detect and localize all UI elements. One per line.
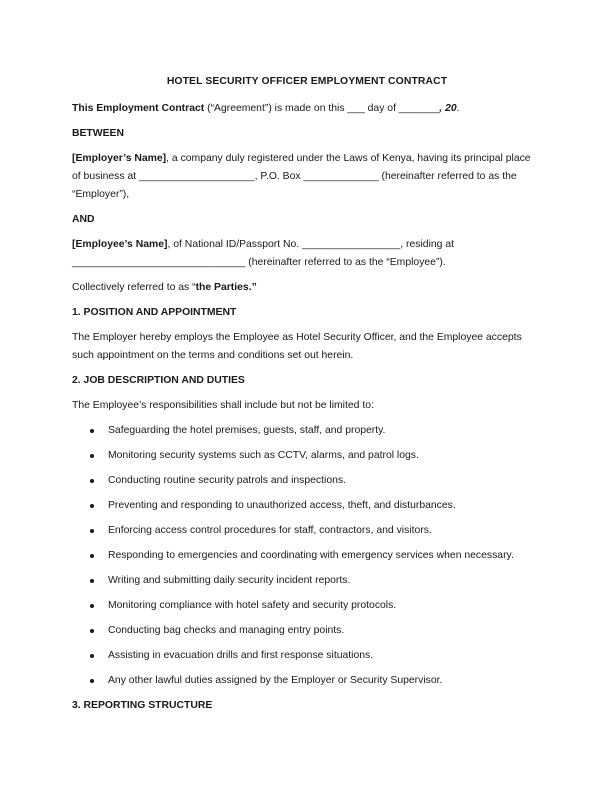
duty-item bbox=[72, 547, 542, 572]
duty-text: Monitoring compliance with hotel safety and security protocols. bbox=[108, 600, 397, 611]
and-label: AND bbox=[72, 214, 95, 225]
duty-item bbox=[72, 522, 542, 547]
section2-intro: The Employee’s responsibilities shall include but not be limited to: bbox=[72, 400, 374, 411]
duty-text: Monitoring security systems such as CCTV, alarms, and patrol logs. bbox=[108, 450, 419, 461]
document-body bbox=[72, 73, 542, 722]
intro-end: . bbox=[456, 103, 460, 114]
parties-paragraph bbox=[72, 279, 542, 297]
bullet-icon bbox=[90, 679, 94, 683]
parties-text: Collectively referred to as “ bbox=[72, 282, 196, 293]
parties-bold: the Parties.” bbox=[195, 282, 257, 293]
section3-heading: 3. REPORTING STRUCTURE bbox=[72, 700, 213, 711]
bullet-icon bbox=[90, 454, 94, 458]
intro-paragraph bbox=[72, 100, 542, 118]
duty-text: Enforcing access control procedures for staff, contractors, and visitors. bbox=[108, 525, 432, 536]
bullet-icon bbox=[90, 579, 94, 583]
intro-year: , 20 bbox=[439, 103, 457, 114]
employee-paragraph bbox=[72, 236, 542, 272]
section2-heading: 2. JOB DESCRIPTION AND DUTIES bbox=[72, 375, 245, 386]
intro-bold-lead: This Employment Contract bbox=[72, 103, 205, 114]
document-title: HOTEL SECURITY OFFICER EMPLOYMENT CONTRACT bbox=[166, 76, 448, 87]
bullet-icon bbox=[90, 554, 94, 558]
duty-text: Safeguarding the hotel premises, guests, staff, and property. bbox=[108, 425, 386, 436]
between-label: BETWEEN bbox=[72, 128, 124, 139]
duties-list bbox=[72, 422, 542, 697]
employee-name: [Employee’s Name] bbox=[72, 239, 168, 250]
duty-text: Assisting in evacuation drills and first response situations. bbox=[108, 650, 374, 661]
bullet-icon bbox=[90, 529, 94, 533]
duty-text: Conducting bag checks and managing entry points. bbox=[108, 625, 345, 636]
duty-item bbox=[72, 647, 542, 672]
section1-heading: 1. POSITION AND APPOINTMENT bbox=[72, 307, 237, 318]
employer-text: , a company duly registered under the Laws of Kenya, having its principal place of business at ____________________, P.O. Box _____________ (hereinafter referred to as the “Employer”), bbox=[72, 153, 531, 200]
bullet-icon bbox=[90, 504, 94, 508]
duty-text: Writing and submitting daily security incident reports. bbox=[108, 575, 351, 586]
employee-text: , of National ID/Passport No. _________________, residing at ______________________________ (hereinafter referred to as the “Employee”). bbox=[72, 239, 454, 268]
intro-text: (“Agreement”) is made on this ___ day of _______ bbox=[204, 103, 440, 114]
bullet-icon bbox=[90, 604, 94, 608]
duty-item bbox=[72, 622, 542, 647]
duty-item bbox=[72, 572, 542, 597]
employer-name: [Employer’s Name] bbox=[72, 153, 167, 164]
bullet-icon bbox=[90, 479, 94, 483]
duty-item bbox=[72, 472, 542, 497]
duty-text: Conducting routine security patrols and inspections. bbox=[108, 475, 346, 486]
duty-item bbox=[72, 597, 542, 622]
duty-item bbox=[72, 497, 542, 522]
bullet-icon bbox=[90, 654, 94, 658]
duty-item bbox=[72, 422, 542, 447]
duty-text: Any other lawful duties assigned by the Employer or Security Supervisor. bbox=[108, 675, 443, 686]
duty-item bbox=[72, 672, 542, 697]
duty-item bbox=[72, 447, 542, 472]
employer-paragraph bbox=[72, 150, 542, 204]
duty-text: Preventing and responding to unauthorized access, theft, and disturbances. bbox=[108, 500, 456, 511]
bullet-icon bbox=[90, 629, 94, 633]
duty-text: Responding to emergencies and coordinating with emergency services when necessary. bbox=[108, 550, 514, 561]
bullet-icon bbox=[90, 429, 94, 433]
section1-text: The Employer hereby employs the Employee as Hotel Security Officer, and the Employee accepts such appointment on the terms and conditions set out herein. bbox=[72, 332, 522, 361]
